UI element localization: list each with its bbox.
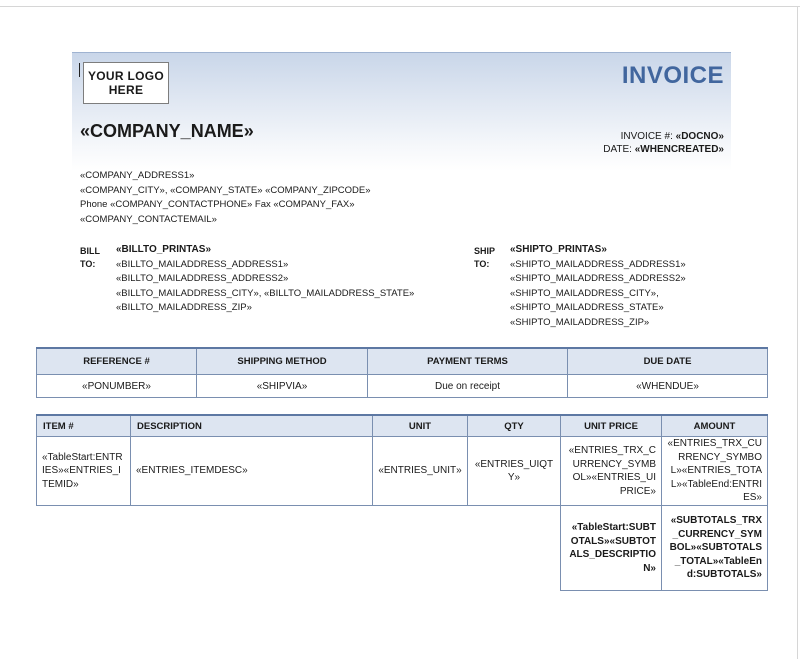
company-name-field: «COMPANY_NAME»: [80, 121, 254, 141]
qty-header: QTY: [468, 415, 561, 437]
company-city-line: «COMPANY_CITY», «COMPANY_STATE» «COMPANY_ZIPCODE»: [80, 184, 371, 196]
ship-to-line: «SHIPTO_MAILADDRESS_ADDRESS2»: [510, 273, 686, 284]
ship-to-label: [474, 245, 495, 271]
ship-to-block: [510, 243, 686, 330]
ship-label-line-1: SHIP: [474, 246, 496, 256]
logo-placeholder[interactable]: [83, 62, 169, 104]
reference-header: REFERENCE #: [37, 348, 197, 375]
table-row: [37, 437, 768, 506]
ship-to-name: «SHIPTO_PRINTAS»: [510, 244, 607, 255]
unit-cell[interactable]: «ENTRIES_UNIT»: [373, 437, 468, 506]
line-items-table: [36, 414, 768, 506]
ship-to-line: «SHIPTO_MAILADDRESS_ZIP»: [510, 316, 650, 328]
company-email-line: «COMPANY_CONTACTEMAIL»: [80, 213, 217, 225]
reference-value[interactable]: «PONUMBER»: [37, 375, 197, 398]
ship-to-line: «SHIPTO_MAILADDRESS_CITY»,: [510, 287, 659, 299]
bill-to-line: «BILLTO_MAILADDRESS_ADDRESS1»: [116, 258, 289, 270]
shipping-method-header: SHIPPING METHOD: [197, 348, 368, 375]
amount-header: AMOUNT: [662, 415, 768, 437]
due-date-header: DUE DATE: [568, 348, 768, 375]
invoice-date-line: [520, 144, 724, 155]
subtotals-table: [560, 506, 768, 591]
item-number-header: ITEM #: [37, 415, 131, 437]
subtotal-amount-cell[interactable]: «SUBTOTALS_TRX_CURRENCY_SYMBOL»«SUBTOTALS_TOTAL»«TableEnd:SUBTOTALS»: [662, 506, 768, 591]
invoice-number-value: «DOCNO»: [675, 131, 724, 142]
description-header: DESCRIPTION: [131, 415, 373, 437]
amount-cell[interactable]: «ENTRIES_TRX_CURRENCY_SYMBOL»«ENTRIES_TOTAL»«TableEnd:ENTRIES»: [662, 437, 768, 506]
unit-price-header: UNIT PRICE: [561, 415, 662, 437]
unit-price-cell[interactable]: «ENTRIES_TRX_CURRENCY_SYMBOL»«ENTRIES_UIPRICE»: [561, 437, 662, 506]
invoice-title: INVOICE: [621, 62, 724, 89]
ship-label-line-2: TO:: [474, 259, 490, 269]
unit-header: UNIT: [373, 415, 468, 437]
bill-to-name: «BILLTO_PRINTAS»: [116, 244, 212, 255]
subtotal-description-cell[interactable]: «TableStart:SUBTOTALS»«SUBTOTALS_DESCRIPTION»: [561, 506, 662, 591]
due-date-value[interactable]: «WHENDUE»: [568, 375, 768, 398]
company-address-block: [80, 169, 371, 227]
bill-label-line-1: BILL: [80, 246, 100, 256]
logo-line-1: YOUR LOGO: [87, 69, 165, 83]
bill-to-line: «BILLTO_MAILADDRESS_ADDRESS2»: [116, 273, 289, 284]
bill-to-line: «BILLTO_MAILADDRESS_CITY», «BILLTO_MAILADDRESS_STATE»: [116, 287, 415, 299]
ship-to-line: «SHIPTO_MAILADDRESS_STATE»: [510, 302, 664, 313]
invoice-date-label: DATE:: [603, 144, 632, 155]
invoice-number-line: [520, 131, 724, 142]
page-top-edge: [0, 6, 800, 7]
bill-label-line-2: TO:: [80, 259, 96, 269]
table-row: [561, 506, 768, 591]
bill-to-label: [80, 245, 100, 271]
ship-to-line: «SHIPTO_MAILADDRESS_ADDRESS1»: [510, 258, 686, 270]
bill-to-block: [116, 243, 414, 316]
logo-line-2: HERE: [108, 83, 144, 97]
invoice-number-label: INVOICE #:: [620, 131, 673, 142]
qty-cell[interactable]: «ENTRIES_UIQTY»: [468, 437, 561, 506]
item-number-cell[interactable]: «TableStart:ENTRIES»«ENTRIES_ITEMID»: [37, 437, 131, 506]
company-phone-line: Phone «COMPANY_CONTACTPHONE» Fax «COMPANY_FAX»: [80, 199, 355, 210]
description-cell[interactable]: «ENTRIES_ITEMDESC»: [131, 437, 373, 506]
invoice-date-value: «WHENCREATED»: [634, 144, 724, 155]
text-cursor: [79, 63, 80, 77]
payment-terms-value[interactable]: Due on receipt: [368, 375, 568, 398]
payment-terms-header: PAYMENT TERMS: [368, 348, 568, 375]
company-address-line: «COMPANY_ADDRESS1»: [80, 170, 195, 181]
page-right-edge: [797, 6, 798, 659]
reference-table: [36, 347, 768, 398]
shipping-method-value[interactable]: «SHIPVIA»: [197, 375, 368, 398]
bill-to-line: «BILLTO_MAILADDRESS_ZIP»: [116, 302, 252, 313]
